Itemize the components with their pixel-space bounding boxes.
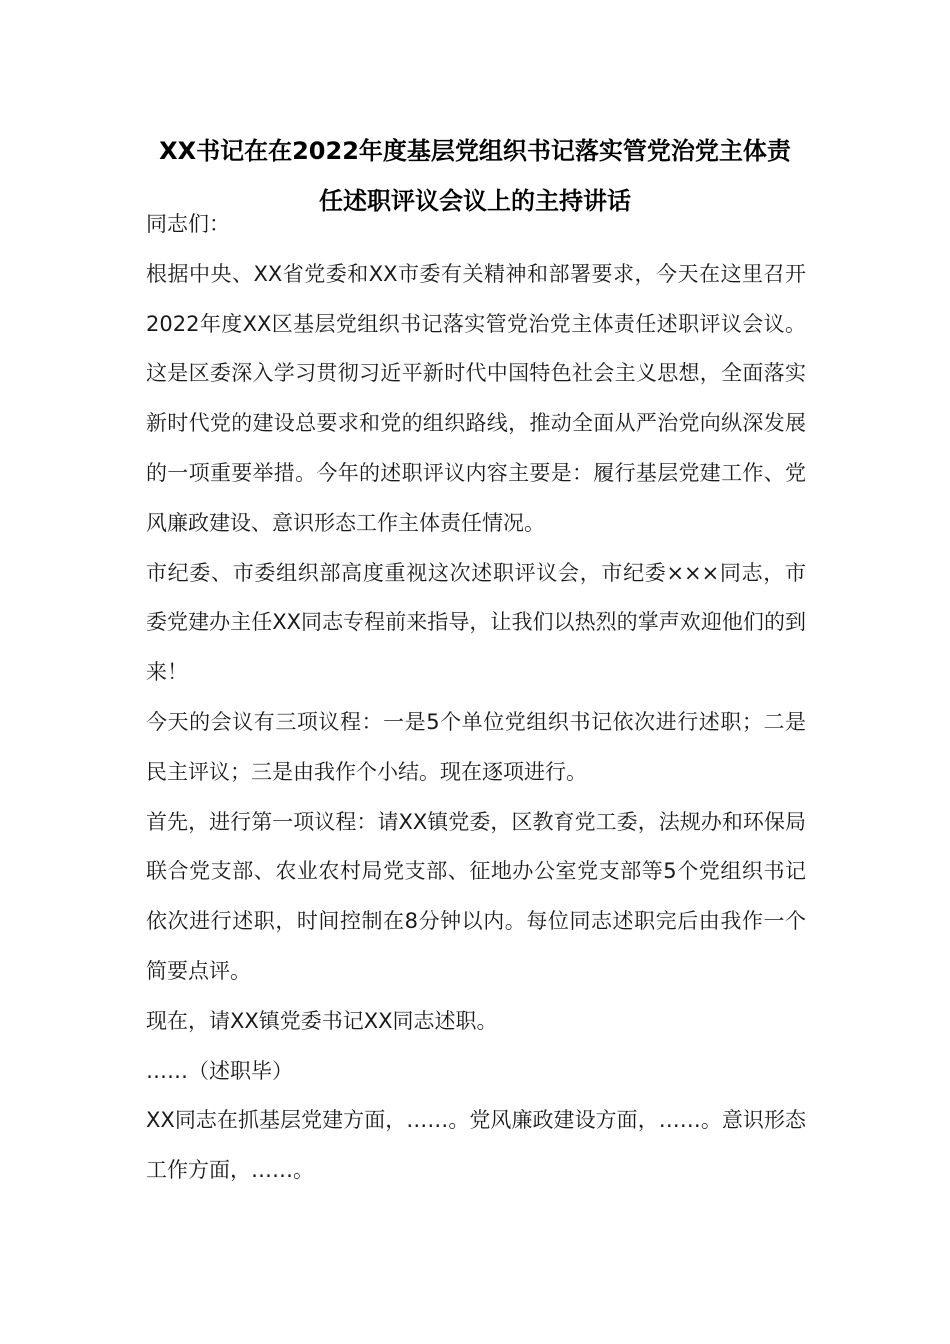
- title-line-1: XX书记在在2022年度基层党组织书记落实管党治党主体责: [159, 137, 791, 165]
- paragraph-agenda: 今天的会议有三项议程：一是5个单位党组织书记依次进行述职；二是民主评议；三是由我作个小结。现在逐项进行。: [146, 709, 806, 784]
- document-body: [146, 200, 806, 1196]
- salutation: 同志们：: [146, 212, 230, 236]
- paragraph-comment: XX同志在抓基层党建方面，……。党风廉政建设方面，……。意识形态工作方面，……。: [146, 1108, 806, 1183]
- paragraph-welcome-guests: 市纪委、市委组织部高度重视这次述职评议会，市纪委×××同志，市委党建办主任XX同志专程前来指导，让我们以热烈的掌声欢迎他们的到来！: [146, 560, 806, 685]
- paragraph-meeting-intro: 根据中央、XX省党委和XX市委有关精神和部署要求，今天在这里召开2022年度XX区基层党组织书记落实管党治党主体责任述职评议会议。这是区委深入学习贯彻习近平新时代中国特色社会主义思想，全面落实新时代党的建设总要求和党的组织路线，推动全面从严治党向纵深发展的一项重要举措。今年的述职评议内容主要是：履行基层党建工作、党风廉政建设、意识形态工作主体责任情况。: [146, 261, 806, 535]
- paragraph-report-done: ……（述职毕）: [146, 1058, 293, 1083]
- paragraph-first-speaker: 现在，请XX镇党委书记XX同志述职。: [146, 1008, 498, 1033]
- paragraph-first-item: 首先，进行第一项议程：请XX镇党委，区教育党工委，法规办和环保局联合党支部、农业农村局党支部、征地办公室党支部等5个党组织书记依次进行述职，时间控制在8分钟以内。每位同志述职完后由我作一个简要点评。: [146, 809, 806, 983]
- title-line-2: 任述职评议会议上的主持讲话: [319, 187, 631, 215]
